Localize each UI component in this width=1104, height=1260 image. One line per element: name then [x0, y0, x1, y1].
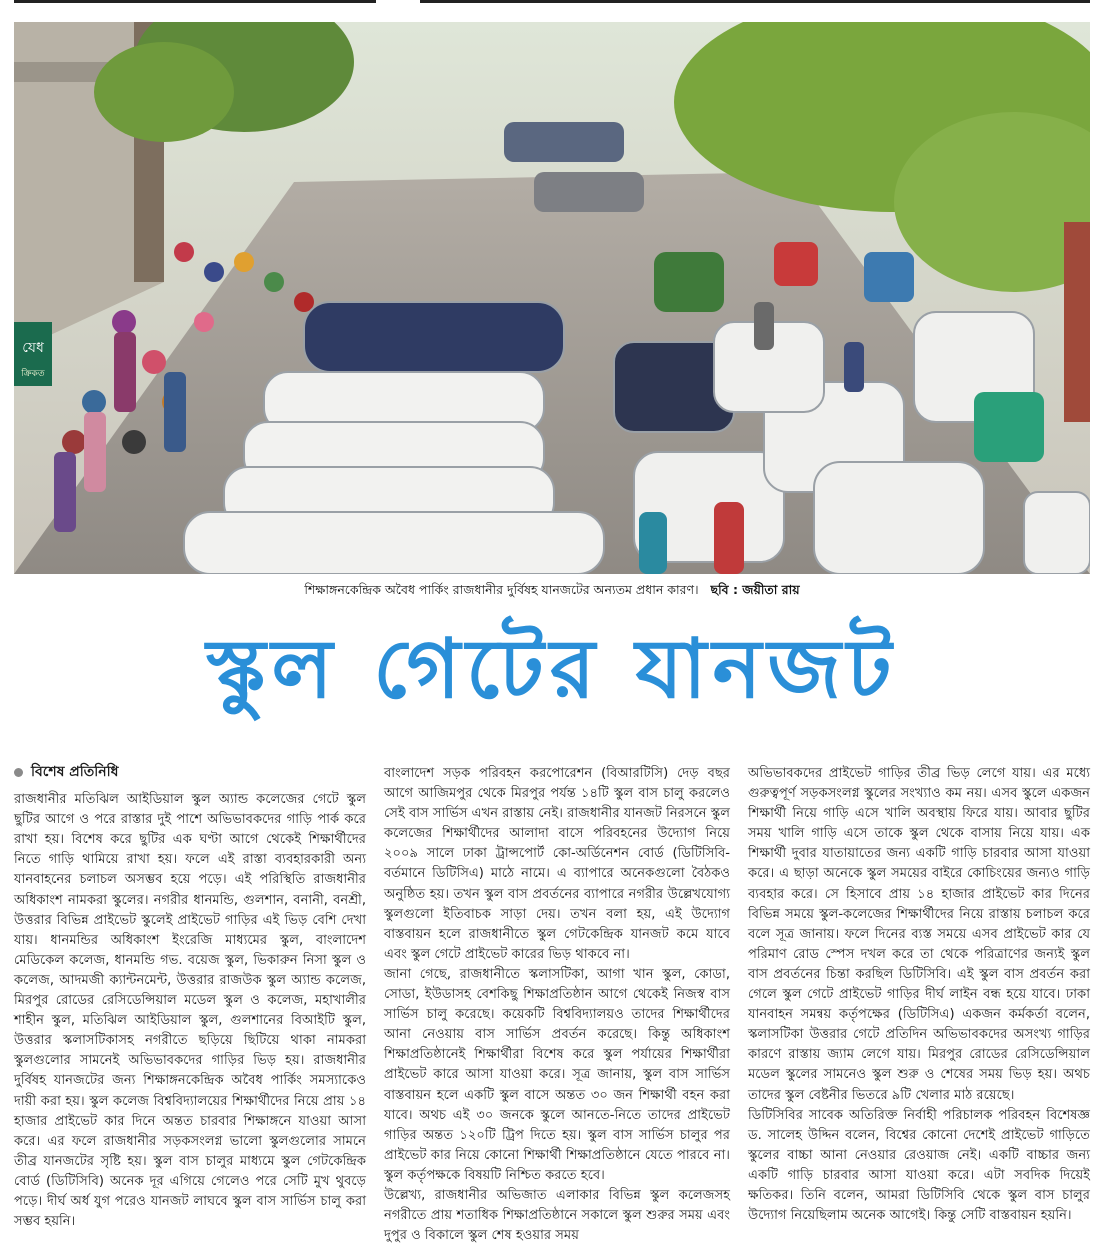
column-3: [748, 764, 1090, 1226]
paragraph: জানা গেছে, রাজধানীতে স্কলাসটিকা, আগা খান স্কুল, কোডা, সোডা, ইউডাসহ বেশকিছু শিক্ষাপ্রতিষ্ঠান আগে থেকেই নিজস্ব বাস সার্ভিস চালু করেছে। কয়েকটি বিশ্ববিদ্যালয়ও তাদের শিক্ষার্থীদের আনা নেওয়ায় বাস সার্ভিস প্রবর্তন করেছে। কিন্তু অধিকাংশ শিক্ষাপ্রতিষ্ঠানেই শিক্ষার্থীরা বিশেষ করে স্কুল পর্যায়ের শিক্ষার্থীরা প্রাইভেট কারে আসা যাওয়া করে। সূত্র জানায়, স্কুল বাস সার্ভিস বাস্তবায়ন হলে একটি স্কুল বাসে অন্তত ৩০ জন শিক্ষার্থী বহন করা যাবে। অথচ এই ৩০ জনকে স্কুলে আনতে-নিতে তাদের প্রাইভেট গাড়ির অন্তত ১২০টি ট্রিপ দিতে হয়। স্কুল বাস সার্ভিস চালুর পর প্রাইভেট কার নিয়ে কোনো শিক্ষার্থী শিক্ষাপ্রতিষ্ঠানে যেতে পারবে না। স্কুল কর্তৃপক্ষকে বিষয়টি নিশ্চিত করতে হবে।: [384, 966, 730, 1183]
paragraph: উল্লেখ্য, রাজধানীর অভিজাত এলাকার বিভিন্ন স্কুল কলেজসহ নগরীতে প্রায় শতাধিক শিক্ষাপ্রতিষ্ঠানে সকালে স্কুল শুরুর সময় এবং দুপুর ও বিকালে স্কুল শেষ হওয়ার সময়: [384, 1187, 730, 1244]
caption-text: শিক্ষাঙ্গনকেন্দ্রিক অবৈধ পার্কিং রাজধানীর দুর্বিষহ যানজটের অন্যতম প্রধান কারণ।: [304, 582, 699, 597]
bullet-icon: [14, 768, 23, 777]
byline-text: বিশেষ প্রতিনিধি: [31, 764, 119, 780]
paragraph: ডিটিসিবির সাবেক অতিরিক্ত নির্বাহী পরিচালক পরিবহন বিশেষজ্ঞ ড. সালেহ উদ্দিন বলেন, বিশ্বের কোনো দেশেই প্রাইভেট গাড়িতে স্কুলের বাচ্চা আনা নেওয়ার রেওয়াজ নেই। একটি বাচ্চার জন্য একটি গাড়ি চারবার আসা যাওয়া করে। এটা সবদিক দিয়েই ক্ষতিকর। তিনি বলেন, আমরা ডিটিসিবি থেকে স্কুল বাস চালুর উদ্যোগ নিয়েছিলাম অনেক আগেই। কিন্তু সেটি বাস্তবায়ন হয়নি।: [748, 1107, 1090, 1224]
article-headline: স্কুল গেটের যানজট: [206, 622, 898, 717]
paragraph: বাংলাদেশ সড়ক পরিবহন করপোরেশন (বিআরটিসি) দেড় বছর আগে আজিমপুর থেকে মিরপুর পর্যন্ত ১৪টি স্কুল বাস চালু করলেও সেই বাস সার্ভিস এখন রাস্তায় নেই। রাজধানীর যানজট নিরসনে স্কুল কলেজের শিক্ষার্থীদের আলাদা বাসে পরিবহনের উদ্যোগ নিয়ে ২০০৯ সালে ঢাকা ট্রান্সপোর্ট কো-অর্ডিনেশন বোর্ড (ডিটিসিবি-বর্তমানে ডিটিসিএ) মাঠে নামে। এ ব্যাপারে অনেকগুলো বৈঠকও অনুষ্ঠিত হয়। তখন স্কুল বাস প্রবর্তনের ব্যাপারে নগরীর উল্লেখযোগ্য স্কুলগুলো ইতিবাচক সাড়া দেয়। তখন বলা হয়, এই উদ্যোগ বাস্তবায়ন হলে রাজধানীতে স্কুল গেটকেন্দ্রিক যানজট কমে যাবে এবং স্কুল গেটে প্রাইভেট কারের ভিড় থাকবে না।: [384, 766, 730, 962]
left-sign-text: যেধ: [22, 340, 44, 356]
paragraph: অভিভাবকদের প্রাইভেট গাড়ির তীব্র ভিড় লেগে যায়। এর মধ্যে গুরুত্বপূর্ণ সড়কসংলগ্ন স্কুলের সংখ্যাও কম নয়। এসব স্কুলে একজন শিক্ষার্থী নিয়ে গাড়ি এসে খালি অবস্থায় ফিরে যায়। আবার ছুটির সময় খালি গাড়ি এসে তাকে স্কুল থেকে বাসায় নিয়ে যায়। এক শিক্ষার্থী দুবার যাতায়াতের জন্য একটি গাড়ি চারবার আসা যাওয়া করে। এ ছাড়া অনেকে স্কুল সময়ের বাইরে কোচিংয়ের জন্যও গাড়ি ব্যবহার করে। সে হিসাবে প্রায় ১৪ হাজার প্রাইভেট কার দিনের বিভিন্ন সময়ে স্কুল-কলেজের শিক্ষার্থীদের নিয়ে রাস্তায় চলাচল করে বলে সূত্র জানায়। ফলে দিনের ব্যস্ত সময়ে এসব প্রাইভেট কার যে পরিমাণ রোড স্পেস দখল করে তা থেকে পরিত্রাণের জন্যই স্কুল বাস প্রবর্তনের চিন্তা করছিল ডিটিসিবি। এই স্কুল বাস প্রবর্তন করা গেলে স্কুল গেটে প্রাইভেট গাড়ির দীর্ঘ লাইন বন্ধ হয়ে যাবে। ঢাকা যানবাহন সমন্বয় কর্তৃপক্ষের (ডিটিসিএ) একজন কর্মকর্তা বলেন, স্কলাসটিকা উত্তরার গেটে প্রতিদিন অভিভাবকদের অসংখ্য গাড়ির কারণে রাস্তায় জ্যাম লেগে যায়। মিরপুর রোডের রেসিডেন্সিয়াল মডেল স্কুলের সামনেও স্কুল শুরু ও শেষের সময় ভিড় হয়। অথচ তাদের স্কুল বেষ্টনীর ভিতরে ৯টি খেলার মাঠ রয়েছে।: [748, 766, 1090, 1103]
byline: [14, 762, 366, 782]
photo-credit: ছবি : জয়ীতা রায়: [710, 582, 800, 597]
top-rule-left: [14, 0, 376, 3]
shop-sign-text: ক্রিকত: [21, 369, 45, 379]
column-2: [384, 764, 730, 1246]
photo-caption: [0, 582, 1104, 602]
top-rule-right: [420, 0, 1090, 3]
paragraph: রাজধানীর মতিঝিল আইডিয়াল স্কুল অ্যান্ড কলেজের গেটে স্কুল ছুটির আগে ও পরে রাস্তার দুই পাশে অভিভাবকদের গাড়ি পার্ক করে রাখা হয়। বিশেষ করে ছুটির এক ঘণ্টা আগে থেকেই শিক্ষার্থীদের নিতে গাড়ি থামিয়ে রাখা হয়। ফলে এই রাস্তা ব্যবহারকারী অন্য যানবাহনের চলাচল অসম্ভব হয়ে পড়ে। এই পরিস্থিতি রাজধানীর অধিকাংশ নামকরা স্কুলের। নগরীর ধানমন্ডি, গুলশান, বনানী, বনশ্রী, উত্তরার বিভিন্ন প্রাইভেট স্কুলেই প্রাইভেট গাড়ির এই ভিড় বেশি দেখা যায়। ধানমন্ডির অধিকাংশ ইংরেজি মাধ্যমের স্কুল, বাংলাদেশ মেডিকেল কলেজ, ধানমন্ডি গভ. বয়েজ স্কুল, ভিকারুন নিসা স্কুল ও কলেজ, আদমজী ক্যান্টনমেন্ট, উত্তরার রাজউক স্কুল অ্যান্ড কলেজ, মিরপুর রোডের রেসিডেন্সিয়াল মডেল স্কুল ও কলেজ, মহাখালীর শাহীন স্কুল, মতিঝিল আইডিয়াল স্কুল, গুলশানের বিআইটি স্কুল, উত্তরার স্কলাসটিকাসহ নগরীতে ছড়িয়ে ছিটিয়ে থাকা নামকরা স্কুলগুলোর সামনেই অভিভাবকদের গাড়ির ভিড় হয়। রাজধানীর দুর্বিষহ যানজটের জন্য শিক্ষাঙ্গনকেন্দ্রিক অবৈধ পার্কিং সমস্যাকেও দায়ী করা হয়। স্কুল কলেজ বিশ্ববিদ্যালয়ের শিক্ষার্থীদের নিয়ে প্রায় ১৪ হাজার প্রাইভেট কার দিনে অন্তত চারবার শিক্ষাঙ্গনে যাওয়া আসা করে। এর ফলে রাজধানীর সড়কসংলগ্ন ভালো স্কুলগুলোর সামনে তীব্র যানজটের সৃষ্টি হয়। স্কুল বাস চালুর মাধ্যমে স্কুল গেটকেন্দ্রিক বোর্ড (ডিটিসিবি) অনেক দূর এগিয়ে গেলেও পরে সেটি মুখ থুবড়ে পড়ে। দীর্ঘ অর্ধ যুগ পরেও যানজট লাঘবে স্কুল বাস সার্ভিস চালু করা সম্ভব হয়নি।: [14, 792, 366, 1230]
news-photo: [14, 22, 1090, 574]
column-1: [14, 762, 366, 1232]
